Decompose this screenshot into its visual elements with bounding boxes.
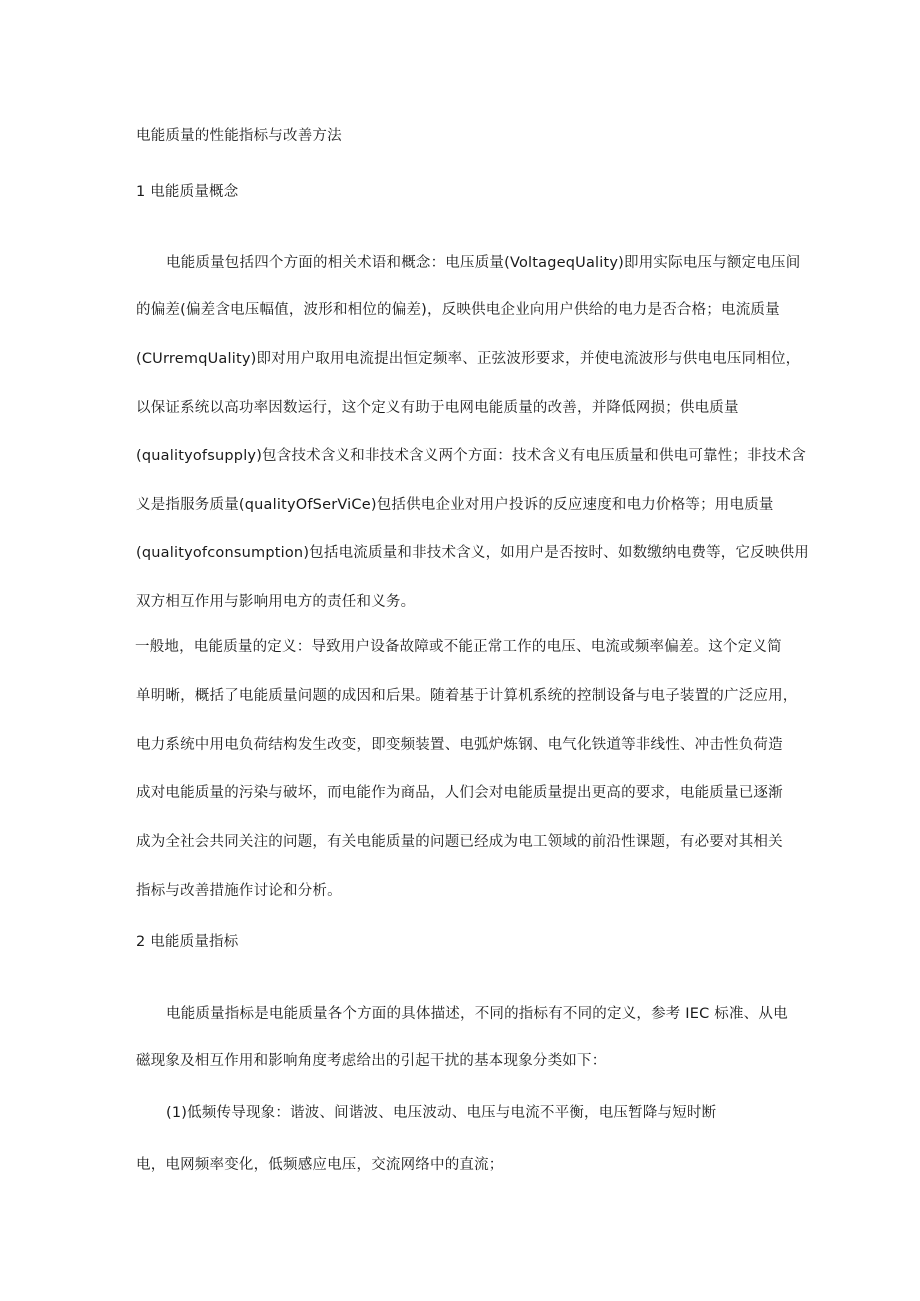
paragraph-line: (qualityofconsumption)包括电流质量和非技术含义，如用户是否按时、如数缴纳电费等，它反映供用 <box>136 545 809 561</box>
paragraph-line: 指标与改善措施作讨论和分析。 <box>136 883 342 899</box>
paragraph-line: 磁现象及相互作用和影响角度考虑给出的引起干扰的基本现象分类如下： <box>136 1053 607 1069</box>
paragraph-line: 电能质量指标是电能质量各个方面的具体描述，不同的指标有不同的定义，参考 IEC 标准、从电 <box>166 1006 788 1022</box>
paragraph-line: 电力系统中用电负荷结构发生改变，即变频装置、电弧炉炼钢、电气化铁道等非线性、冲击性负荷造 <box>136 737 783 753</box>
paragraph-line: 的偏差(偏差含电压幅值，波形和相位的偏差)，反映供电企业向用户供给的电力是否合格；电流质量 <box>136 302 780 318</box>
list-item-line: (1)低频传导现象：谐波、间谐波、电压波动、电压与电流不平衡，电压暂降与短时断 <box>166 1105 717 1121</box>
paragraph-line: 电能质量包括四个方面的相关术语和概念：电压质量(VoltageqUality)即用实际电压与额定电压间 <box>166 255 801 271</box>
paragraph-line: 一般地，电能质量的定义：导致用户设备故障或不能正常工作的电压、电流或频率偏差。这个定义简 <box>135 639 782 655</box>
paragraph-line: (qualityofsupply)包含技术含义和非技术含义两个方面：技术含义有电压质量和供电可靠性；非技术含 <box>136 448 806 464</box>
paragraph-line: 义是指服务质量(qualityOfSerViCe)包括供电企业对用户投诉的反应速度和电力价格等；用电质量 <box>136 497 774 513</box>
paragraph-line: (CUrremqUality)即对用户取用电流提出恒定频率、正弦波形要求，并使电流波形与供电电压同相位， <box>136 351 801 367</box>
paragraph-line: 以保证系统以高功率因数运行，这个定义有助于电网电能质量的改善，并降低网损；供电质量 <box>136 400 739 416</box>
paragraph-line: 单明晰，概括了电能质量问题的成因和后果。随着基于计算机系统的控制设备与电子装置的广泛应用， <box>136 688 798 704</box>
section-1-heading: 1 电能质量概念 <box>136 184 239 200</box>
document-title: 电能质量的性能指标与改善方法 <box>136 128 342 144</box>
section-2-heading: 2 电能质量指标 <box>136 934 239 950</box>
paragraph-line: 成对电能质量的污染与破坏，而电能作为商品，人们会对电能质量提出更高的要求，电能质量已逐渐 <box>136 785 783 801</box>
paragraph-line: 双方相互作用与影响用电方的责任和义务。 <box>136 594 416 610</box>
list-item-line: 电，电网频率变化，低频感应电压，交流网络中的直流； <box>136 1157 504 1173</box>
paragraph-line: 成为全社会共同关注的问题，有关电能质量的问题已经成为电工领域的前沿性课题，有必要对其相关 <box>136 834 783 850</box>
